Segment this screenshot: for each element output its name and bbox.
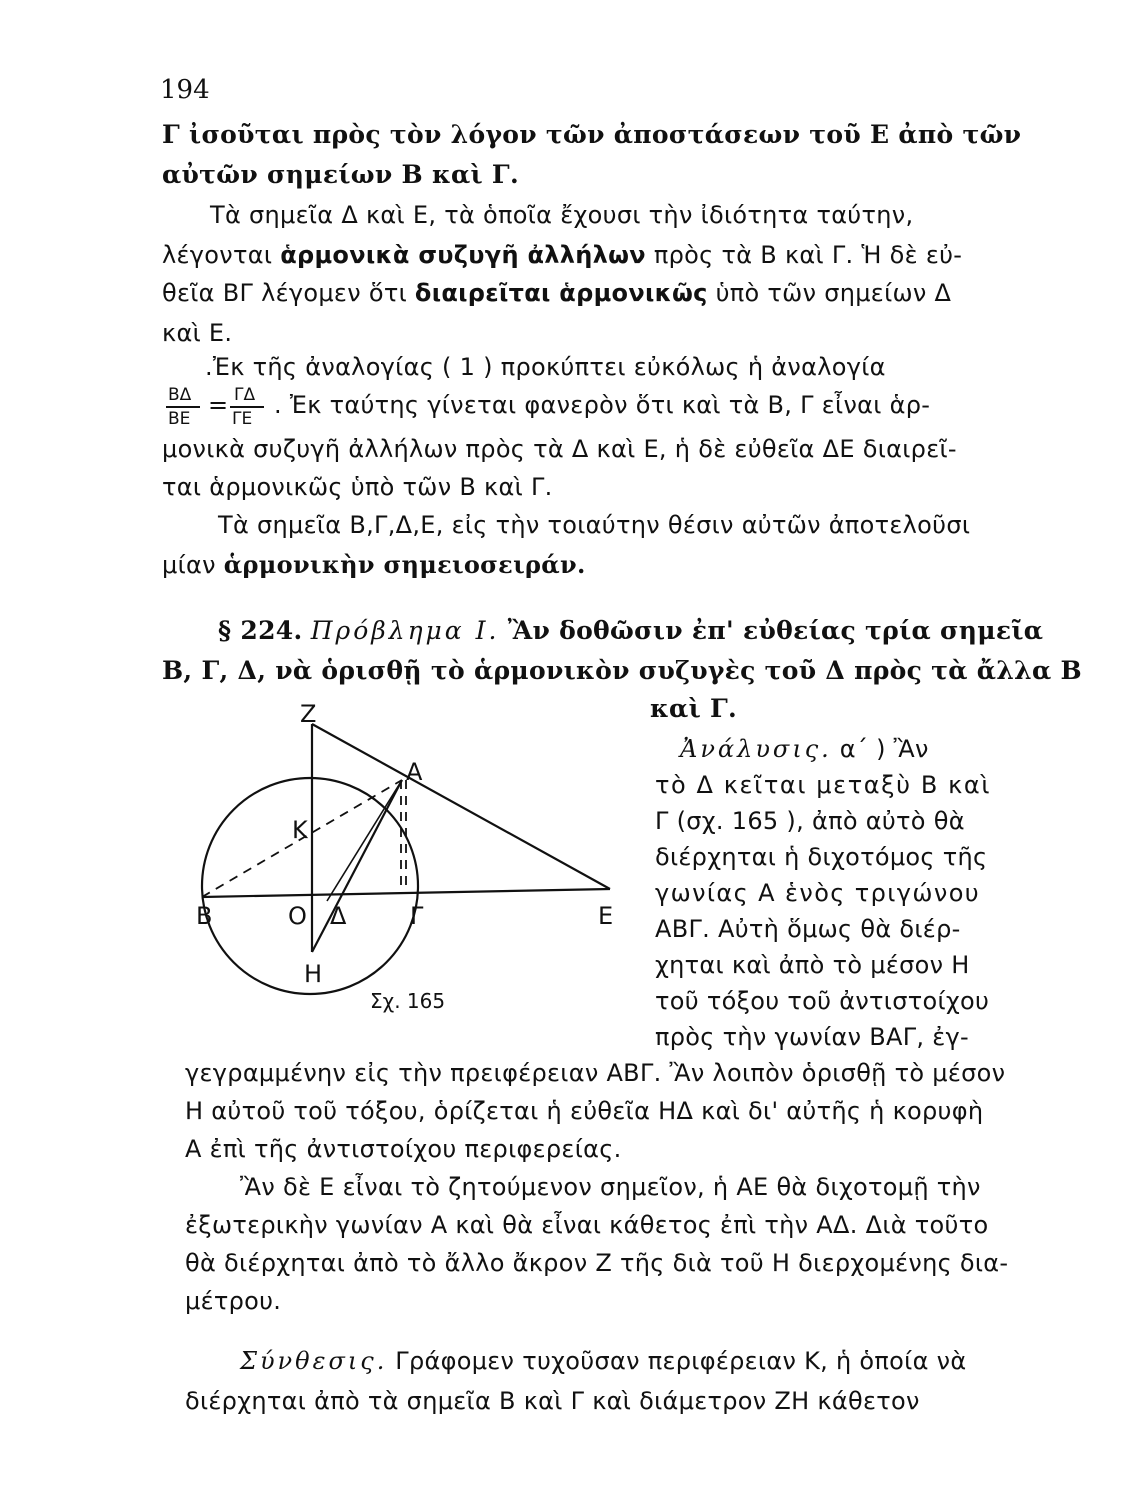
text-line: Α ἐπὶ τῆς ἀντιστοίχου περιφερείας. [185,1135,622,1163]
emphasis-term: διαιρεῖται ἁρμονικῶς [414,279,708,307]
text-line: διέρχηται ἡ διχοτόμος τῆς [655,843,988,871]
text-line: μονικὰ συζυγῆ ἀλλήλων πρὸς τὰ Δ καὶ Ε, ἡ δὲ εὐθεῖα ΔΕ διαιρεῖ- [162,435,957,463]
label-O: Ο [288,902,307,930]
text-line: γεγραμμένην εἰς τὴν πρειφέρειαν ΑΒΓ. Ἂν λοιπὸν ὁρισθῇ τὸ μέσον [185,1059,1006,1087]
text-span: θεῖα ΒΓ λέγομεν ὅτι [162,279,415,307]
text-span: πρὸς τὰ Β καὶ Γ. Ἡ δὲ εὐ- [645,241,963,269]
figure-caption: Σχ. 165 [370,989,446,1013]
fraction-numerator: ΒΔ [168,385,192,405]
text-line: καὶ Ε. [162,319,233,347]
page-number: 194 [160,75,210,105]
line-AD [327,780,402,901]
equals-sign: = [208,391,229,419]
text-line: καὶ Γ. [650,694,738,723]
text-line: αὐτῶν σημείων Β καὶ Γ. [162,160,519,189]
label-H: Η [304,960,323,988]
text-line: διέρχηται ἀπὸ τὰ σημεῖα Β καὶ Γ καὶ διάμετρον ΖΗ κάθετον [185,1387,920,1415]
problem-heading [218,616,1043,646]
text-line: Τὰ σημεῖα Β,Γ,Δ,Ε, εἰς τὴν τοιαύτην θέσιν αὐτῶν ἀποτελοῦσι [218,511,971,539]
fraction-denominator: ΓΕ [232,409,253,429]
label-B: Β [196,902,213,930]
text-span: ὑπὸ τῶν σημείων Δ [707,279,952,307]
text-line: Γ ἰσοῦται πρὸς τὸν λόγον τῶν ἀποστάσεων τοῦ Ε ἀπὸ τῶν [162,120,1022,149]
text-line [162,278,951,308]
text-line: μέτρου. [185,1287,282,1315]
text-span: α΄ ) Ἂν [831,735,929,763]
text-line: γωνίας Α ἑνὸς τριγώνου [655,879,981,907]
text-line: Γ (σχ. 165 ), ἀπὸ αὐτὸ θὰ [655,807,965,835]
fraction-bar [230,406,264,408]
text-line: Η αὐτοῦ τοῦ τόξου, ὁρίζεται ἡ εὐθεῖα ΗΔ καὶ δι' αὐτῆς ἡ κορυφὴ [185,1097,984,1125]
text-span: λέγονται [162,241,281,269]
label-K: Κ [292,816,308,844]
label-A: Α [406,758,423,786]
emphasis-term: ἁρμονικὴν σημειοσειράν. [223,550,586,579]
text-line: πρὸς τὴν γωνίαν ΒΑΓ, ἐγ- [655,1023,970,1051]
label-E: Ε [598,902,614,930]
text-line: ΑΒΓ. Αὐτὴ ὅμως θὰ διέρ- [655,915,961,943]
fraction-denominator: ΒΕ [168,409,191,429]
analysis-title: Ἀνάλυσις. [680,735,832,763]
text-line [680,734,929,764]
text-line: Β, Γ, Δ, νὰ ὁρισθῇ τὸ ἁρμονικὸν συζυγὲς τοῦ Δ πρὸς τὰ ἄλλα Β [162,656,1082,685]
synthesis-title: Σύνθεσις. [240,1347,388,1375]
text-line [240,1346,966,1376]
emphasis-term: ἁρμονικὰ συζυγῆ ἀλλήλων [280,241,646,269]
label-G: Γ [410,902,424,930]
label-Z: Ζ [300,700,317,728]
section-number: § 224. [218,616,303,645]
fraction-numerator: ΓΔ [234,385,256,405]
text-line: τὸ Δ κεῖται μεταξὺ Β καὶ [655,771,992,799]
text-line: Ἂν δὲ Ε εἶναι τὸ ζητούμενον σημεῖον, ἡ ΑΕ θὰ διχοτομῇ τὴν [240,1173,981,1201]
text-line [162,550,586,580]
text-span: μίαν [162,551,224,579]
fraction-bar [166,406,200,408]
problem-title: Πρόβλημα Ι. [310,616,500,645]
text-line: θὰ διέρχηται ἀπὸ τὸ ἄλλο ἄκρον Ζ τῆς διὰ τοῦ Η διερχομένης δια- [185,1249,1009,1277]
text-line: χηται καὶ ἀπὸ τὸ μέσον Η [655,951,970,979]
problem-statement: Ἂν δοθῶσιν ἐπ' εὐθείας τρία σημεῖα [507,616,1044,645]
text-span: Γράφομεν τυχοῦσαν περιφέρειαν Κ, ἡ ὁποία νὰ [387,1347,967,1375]
text-line: Τὰ σημεῖα Δ καὶ Ε, τὰ ὁποῖα ἔχουσι τὴν ἰδιότητα ταύτην, [210,201,914,229]
geometry-diagram [190,696,630,1016]
text-line: τοῦ τόξου τοῦ ἀντιστοίχου [655,987,990,1015]
text-line: . Ἐκ ταύτης γίνεται φανερὸν ὅτι καὶ τὰ Β, Γ εἶναι ἁρ- [274,391,931,419]
text-line [162,240,962,270]
label-D: Δ [330,902,347,930]
text-line: ἐξωτερικὴν γωνίαν Α καὶ θὰ εἶναι κάθετος ἐπὶ τὴν ΑΔ. Διὰ τοῦτο [185,1211,989,1239]
text-line: .Ἐκ τῆς ἀναλογίας ( 1 ) προκύπτει εὐκόλως ἡ ἀναλογία [205,353,886,381]
figure-165 [190,696,630,1016]
proportion-fraction [166,383,276,433]
text-line: ται ἁρμονικῶς ὑπὸ τῶν Β καὶ Γ. [162,473,553,501]
